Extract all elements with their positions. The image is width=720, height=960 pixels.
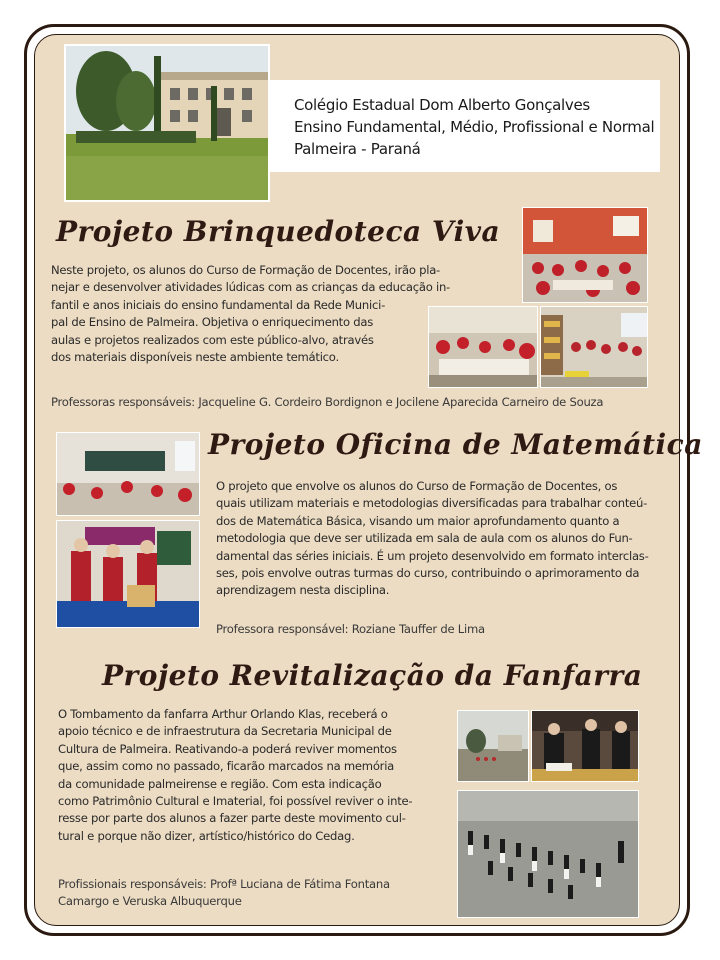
fanfarra-photo-3: [457, 790, 639, 918]
fanfarra-photo-1: [457, 710, 529, 782]
project-title-matematica: Projeto Oficina de Matemática: [208, 428, 703, 461]
brinquedoteca-photo-1: [522, 207, 648, 303]
project-title-brinquedoteca: Projeto Brinquedoteca Viva: [56, 215, 501, 248]
project-title-fanfarra: Projeto Revitalização da Fanfarra: [102, 659, 643, 692]
project-responsible-matematica: Professora responsável: Roziane Tauffer de Lima: [216, 622, 485, 636]
school-levels: Ensino Fundamental, Médio, Profissional e Normal: [294, 118, 655, 136]
school-location: Palmeira - Paraná: [294, 140, 421, 158]
school-info: [294, 94, 654, 160]
fanfarra-photo-2: [531, 710, 639, 782]
project-text-brinquedoteca: Neste projeto, os alunos do Curso de Formação de Docentes, irão pla- nejar e desenvolver atividades lúdicas com as crianças da educação in- fantil e anos iniciais do ensino fundamental da Rede Munici- pal de Ensino de Palmeira. Objetiva o enriquecimento das aulas e projetos realizados com este público-alvo, através dos materiais disponíveis neste ambiente temático.: [51, 263, 450, 365]
matematica-photo-1: [56, 432, 200, 516]
project-text-matematica: O projeto que envolve os alunos do Curso de Formação de Docentes, os quais utilizam materiais e metodologias diversificadas para trabalhar conteú- dos de Matemática Básica, visando um maior aprofundamento quanto a metodologia que deve ser utilizada em sala de aula com os alunos do Fun- damental das séries iniciais. É um projeto desenvolvido em formato interclas- ses, pois envolve outras turmas do curso, contribuindo o aprimoramento da aprendizagem nesta disciplina.: [216, 479, 649, 598]
brinquedoteca-photo-2: [428, 306, 538, 388]
school-building-photo: [64, 44, 270, 202]
project-responsible-fanfarra: Profissionais responsáveis: Profª Luciana de Fátima Fontana Camargo e Veruska Albuquerque: [58, 877, 390, 908]
header: [62, 44, 660, 202]
brinquedoteca-photo-3: [540, 306, 648, 388]
matematica-photo-2: [56, 520, 200, 628]
project-responsible-brinquedoteca: Professoras responsáveis: Jacqueline G. Cordeiro Bordignon e Jocilene Aparecida Carneiro de Souza: [51, 395, 604, 409]
project-text-fanfarra: O Tombamento da fanfarra Arthur Orlando Klas, receberá o apoio técnico e de infraestrutura da Secretaria Municipal de Cultura de Palmeira. Reativando-a poderá reviver momentos que, assim como no passado, ficarão marcados na memória da comunidade palmeirense e região. Com esta indicação como Patrimônio Cultural e Imaterial, foi possível reviver o inte- resse por parte dos alunos a fazer parte deste movimento cul- tural e porque não dizer, artístico/histórico do Cedag.: [58, 707, 413, 843]
school-name: Colégio Estadual Dom Alberto Gonçalves: [294, 96, 590, 114]
